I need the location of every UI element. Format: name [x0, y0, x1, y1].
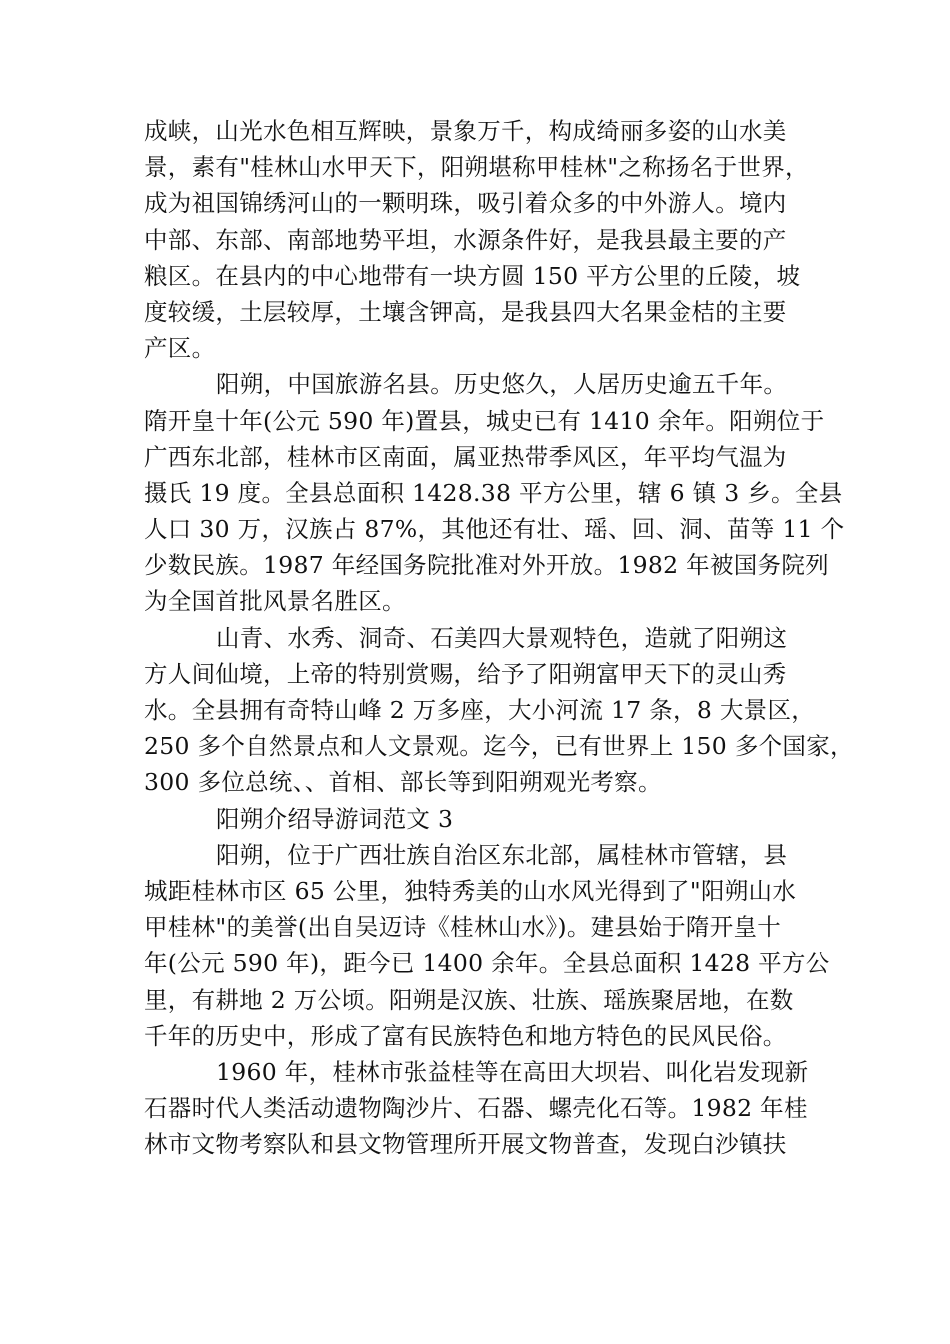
text-line: 山青、水秀、洞奇、石美四大景观特色，造就了阳朔这 — [216, 623, 788, 652]
text-line: 度较缓，土层较厚，土壤含钾高，是我县四大名果金桔的主要 — [144, 297, 787, 326]
text-line: 千年的历史中，形成了富有民族特色和地方特色的民风民俗。 — [144, 1021, 787, 1050]
text-line: 人口 30 万，汉族占 87%，其他还有壮、瑶、回、洞、苗等 11 个 — [144, 515, 845, 544]
text-line: 年(公元 590 年)，距今已 1400 余年。全县总面积 1428 平方公 — [144, 949, 830, 978]
text-line: 1960 年，桂林市张益桂等在高田大坝岩、叫化岩发现新 — [216, 1057, 809, 1086]
text-line: 水。全县拥有奇特山峰 2 万多座，大小河流 17 条，8 大景区， — [144, 696, 816, 724]
text-line: 300 多位总统、、首相、部长等到阳朔观光考察。 — [144, 768, 662, 797]
text-line: 广西东北部，桂林市区南面，属亚热带季风区，年平均气温为 — [144, 442, 787, 471]
text-line: 林市文物考察队和县文物管理所开展文物普查，发现白沙镇扶 — [144, 1130, 787, 1159]
text-line: 里，有耕地 2 万公顷。阳朔是汉族、壮族、瑶族聚居地，在数 — [144, 985, 794, 1014]
text-line: 阳朔，中国旅游名县。历史悠久，人居历史逾五千年。 — [216, 370, 788, 399]
text-line: 中部、东部、南部地势平坦，水源条件好，是我县最主要的产 — [144, 225, 787, 254]
text-line: 摄氏 19 度。全县总面积 1428.38 平方公里，辖 6 镇 3 乡。全县 — [144, 478, 843, 507]
text-line: 产区。 — [144, 334, 216, 363]
text-line: 景，素有"桂林山水甲天下，阳朔堪称甲桂林"之称扬名于世界， — [144, 153, 809, 182]
text-line: 粮区。在县内的中心地带有一块方圆 150 平方公里的丘陵，坡 — [144, 261, 801, 290]
text-line: 石器时代人类活动遗物陶沙片、石器、螺壳化石等。1982 年桂 — [144, 1094, 808, 1123]
text-line: 阳朔，位于广西壮族自治区东北部，属桂林市管辖，县 — [216, 840, 788, 869]
text-line: 少数民族。1987 年经国务院批准对外开放。1982 年被国务院列 — [144, 551, 829, 580]
text-line: 成峡，山光水色相互辉映，景象万千，构成绮丽多姿的山水美 — [144, 117, 787, 145]
text-line: 为全国首批风景名胜区。 — [144, 587, 406, 616]
text-line: 成为祖国锦绣河山的一颗明珠，吸引着众多的中外游人。境内 — [144, 189, 787, 218]
text-line: 隋开皇十年(公元 590 年)置县，城史已有 1410 余年。阳朔位于 — [144, 406, 825, 435]
text-line: 阳朔介绍导游词范文 3 — [216, 804, 454, 833]
text-line: 城距桂林市区 65 公里，独特秀美的山水风光得到了"阳朔山水 — [144, 876, 797, 905]
text-line: 方人间仙境，上帝的特别赏赐，给予了阳朔富甲天下的灵山秀 — [144, 659, 787, 688]
text-line: 甲桂林"的美誉(出自吴迈诗《桂林山水》)。建县始于隋开皇十 — [144, 913, 782, 942]
text-line: 250 多个自然景点和人文景观。迄今，已有世界上 150 多个国家， — [144, 732, 854, 761]
document-body — [144, 113, 854, 1162]
